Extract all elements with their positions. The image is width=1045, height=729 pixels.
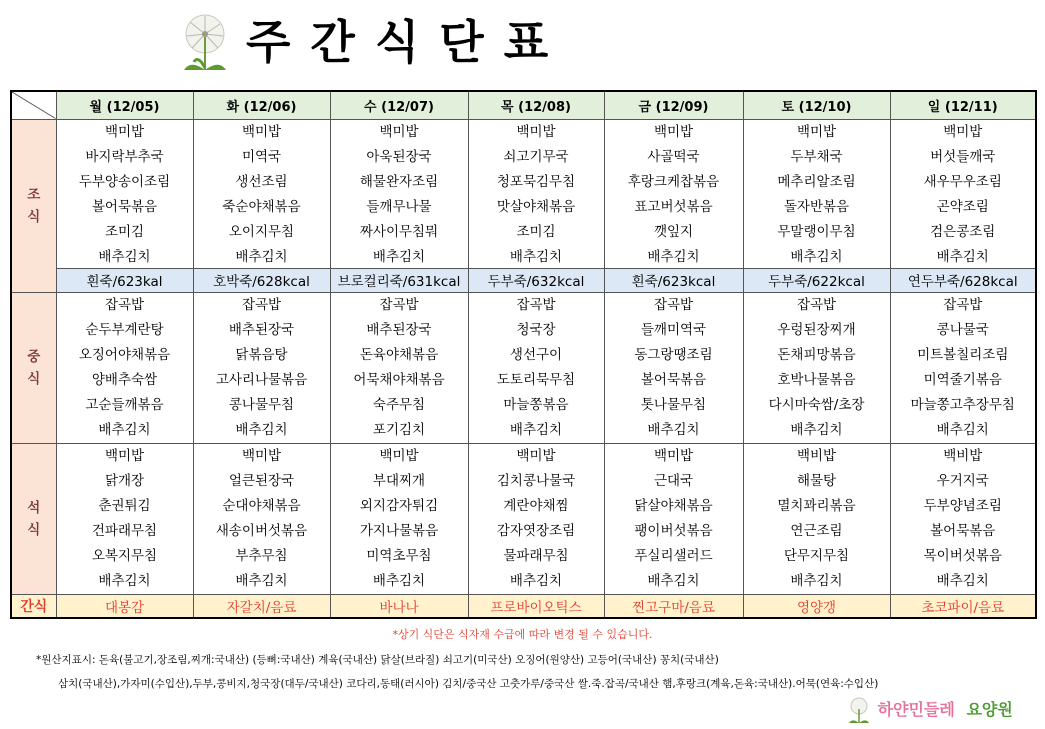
brand-logo xyxy=(848,694,1013,726)
menu-item: 배추김치 xyxy=(98,421,151,438)
menu-item: 백미밥 xyxy=(943,123,983,140)
menu-item: 생선조림 xyxy=(235,173,288,190)
menu-item: 백미밥 xyxy=(653,447,694,464)
menu-item: 백비밥 xyxy=(796,447,837,464)
dinner-row xyxy=(11,443,1036,594)
menu-item: 배추김치 xyxy=(235,248,288,265)
breakfast-cell xyxy=(890,119,1036,268)
porridge-row xyxy=(11,268,1036,292)
menu-item: 배추김치 xyxy=(936,572,989,589)
menu-item: 배추김치 xyxy=(235,421,288,438)
menu-item: 깻잎지 xyxy=(653,223,694,240)
menu-item: 맛살야채볶음 xyxy=(496,198,576,215)
menu-item: 돈육야채볶음 xyxy=(359,346,439,363)
menu-item: 잡곡밥 xyxy=(104,296,145,313)
menu-item: 백미밥 xyxy=(379,123,419,140)
menu-item: 근대국 xyxy=(653,472,694,489)
breakfast-label xyxy=(11,119,56,292)
menu-item: 새우무우조림 xyxy=(923,173,1002,190)
porridge-cell: 호박죽/628kcal xyxy=(193,268,330,292)
menu-item: 순대야채볶음 xyxy=(222,497,301,514)
menu-item: 부대찌개 xyxy=(372,472,426,489)
menu-item: 짜사이무침뭐 xyxy=(359,223,439,240)
menu-item: 부추무침 xyxy=(235,547,288,564)
menu-item: 해물탕 xyxy=(796,472,837,489)
menu-item: 미역줄기볶음 xyxy=(923,371,1002,388)
menu-item: 마늘쫑고추장무침 xyxy=(910,396,1015,413)
lunch-row xyxy=(11,292,1036,443)
menu-item: 돈채피망볶음 xyxy=(777,346,856,363)
menu-item: 볼어묵볶음 xyxy=(640,371,707,388)
menu-item: 해물완자조림 xyxy=(359,173,439,190)
snack-cell: 찐고구마/음료 xyxy=(604,594,743,618)
notice-text: *상기 식단은 식자재 수급에 따라 변경 될 수 있습니다. xyxy=(392,628,653,641)
dinner-cell xyxy=(193,443,330,594)
menu-item: 배추된장국 xyxy=(228,321,295,338)
menu-item: 곤약조림 xyxy=(936,198,989,215)
menu-item: 잡곡밥 xyxy=(516,296,556,313)
lunch-label xyxy=(11,292,56,443)
lunch-cell xyxy=(330,292,468,443)
menu-item: 포기김치 xyxy=(372,421,426,438)
menu-item: 호박나물볶음 xyxy=(777,371,856,388)
menu-item: 새송이버섯볶음 xyxy=(215,522,308,539)
porridge-cell: 두부죽/632kcal xyxy=(468,268,604,292)
menu-item: 백미밥 xyxy=(241,123,282,140)
menu-item: 순두부계란탕 xyxy=(85,321,164,338)
menu-item: 배추김치 xyxy=(372,248,426,265)
menu-item: 백미밥 xyxy=(653,123,694,140)
menu-item: 두부양념조림 xyxy=(923,497,1002,514)
menu-item: 아욱된장국 xyxy=(366,148,432,165)
menu-item: 팽이버섯볶음 xyxy=(634,522,713,539)
menu-item: 청국장 xyxy=(516,321,556,338)
snack-cell: 프로바이오틱스 xyxy=(468,594,604,618)
menu-item: 어묵채야채볶음 xyxy=(353,371,445,388)
brand-name: 하얀민들레 xyxy=(877,700,955,719)
menu-item: 물파래무침 xyxy=(503,547,569,564)
menu-item: 검은콩조림 xyxy=(930,223,996,240)
menu-item: 잡곡밥 xyxy=(379,296,419,313)
menu-item: 표고버섯볶음 xyxy=(634,198,713,215)
page-title: 주간식단표 xyxy=(246,15,569,69)
dinner-label-char: 석 xyxy=(27,499,41,516)
dinner-cell xyxy=(890,443,1036,594)
menu-item: 청포묵김무침 xyxy=(496,173,576,190)
menu-item: 배추김치 xyxy=(235,572,288,589)
menu-item: 고순들깨볶음 xyxy=(85,396,164,413)
menu-item: 백미밥 xyxy=(104,447,145,464)
menu-item: 고사리나물볶음 xyxy=(215,371,308,388)
dandelion-icon xyxy=(180,12,230,76)
breakfast-cell xyxy=(604,119,743,268)
menu-item: 단무지무침 xyxy=(783,547,850,564)
menu-item: 배추김치 xyxy=(936,421,989,438)
breakfast-cell xyxy=(743,119,890,268)
brand-subtitle: 요양원 xyxy=(966,700,1013,719)
menu-item: 연근조림 xyxy=(790,522,843,539)
breakfast-cell xyxy=(193,119,330,268)
menu-item: 배추김치 xyxy=(98,572,151,589)
menu-item: 미역국 xyxy=(241,148,282,165)
porridge-cell: 두부죽/622kcal xyxy=(743,268,890,292)
porridge-cell: 브로컬리죽/631kcal xyxy=(330,268,468,292)
menu-item: 돌자반볶음 xyxy=(783,198,850,215)
snack-cell: 바나나 xyxy=(330,594,468,618)
menu-item: 백미밥 xyxy=(379,447,419,464)
lunch-cell xyxy=(604,292,743,443)
day-header-tue: 화 (12/06) xyxy=(193,91,330,119)
lunch-label-char: 중 xyxy=(27,348,41,365)
snack-label: 간식 xyxy=(11,594,56,618)
snack-cell: 영양갱 xyxy=(743,594,890,618)
menu-item: 미트볼칠리조림 xyxy=(917,346,1009,363)
snack-cell: 자갈치/음료 xyxy=(193,594,330,618)
menu-item: 감자엿장조림 xyxy=(496,522,576,539)
day-header-fri: 금 (12/09) xyxy=(604,91,743,119)
menu-item: 죽순야채볶음 xyxy=(222,198,301,215)
day-header-sun: 일 (12/11) xyxy=(890,91,1036,119)
menu-item: 잡곡밥 xyxy=(796,296,837,313)
lunch-cell xyxy=(56,292,193,443)
menu-item: 잡곡밥 xyxy=(653,296,694,313)
menu-item: 오징어야채볶음 xyxy=(78,346,171,363)
menu-item: 백미밥 xyxy=(241,447,282,464)
porridge-cell: 흰죽/623kcal xyxy=(604,268,743,292)
breakfast-cell xyxy=(468,119,604,268)
menu-item: 배추김치 xyxy=(98,248,151,265)
menu-item: 배추김치 xyxy=(790,572,843,589)
menu-item: 배추김치 xyxy=(509,248,563,265)
menu-item: 양배추숙쌈 xyxy=(91,371,158,388)
menu-item: 콩나물무침 xyxy=(228,396,295,413)
dinner-cell xyxy=(468,443,604,594)
menu-item: 들깨무나물 xyxy=(366,198,432,215)
menu-item: 콩나물국 xyxy=(936,321,989,338)
day-header-wed: 수 (12/07) xyxy=(330,91,468,119)
menu-item: 배추김치 xyxy=(936,248,989,265)
menu-item: 조미김 xyxy=(104,223,145,240)
menu-item: 잡곡밥 xyxy=(943,296,983,313)
menu-item: 배추김치 xyxy=(647,572,700,589)
dinner-label-char: 식 xyxy=(27,521,41,538)
snack-cell: 대봉감 xyxy=(56,594,193,618)
menu-item: 배추김치 xyxy=(509,572,563,589)
menu-item: 오복지무침 xyxy=(91,547,158,564)
menu-item: 배추김치 xyxy=(647,421,700,438)
corner-cell xyxy=(11,91,56,119)
menu-item: 배추김치 xyxy=(509,421,563,438)
menu-item: 두부채국 xyxy=(790,148,843,165)
menu-item: 무말랭이무침 xyxy=(777,223,856,240)
breakfast-cell xyxy=(56,119,193,268)
menu-item: 닭볶음탕 xyxy=(235,346,288,363)
dinner-cell xyxy=(604,443,743,594)
menu-item: 톳나물무침 xyxy=(640,396,707,413)
day-header-row xyxy=(11,91,1036,119)
day-header-sat: 토 (12/10) xyxy=(743,91,890,119)
menu-item: 오이지무침 xyxy=(228,223,295,240)
menu-item: 닭살야채볶음 xyxy=(634,497,713,514)
menu-item: 건파래무침 xyxy=(91,522,158,539)
menu-item: 배추김치 xyxy=(790,248,843,265)
menu-item: 배추된장국 xyxy=(366,321,432,338)
menu-item: 배추김치 xyxy=(790,421,843,438)
dinner-cell xyxy=(743,443,890,594)
dinner-cell xyxy=(56,443,193,594)
menu-item: 버섯들깨국 xyxy=(930,148,996,165)
menu-item: 도토리묵무침 xyxy=(496,371,576,388)
menu-item: 동그랑땡조림 xyxy=(634,346,713,363)
snack-cell: 초코파이/음료 xyxy=(890,594,1036,618)
porridge-cell: 흰죽/623kal xyxy=(56,268,193,292)
dinner-cell xyxy=(330,443,468,594)
day-header-thu: 목 (12/08) xyxy=(468,91,604,119)
menu-item: 우거지국 xyxy=(936,472,989,489)
day-header-mon: 월 (12/05) xyxy=(56,91,193,119)
menu-item: 숙주무침 xyxy=(372,396,426,413)
menu-item: 백미밥 xyxy=(796,123,837,140)
menu-item: 닭개장 xyxy=(104,472,145,489)
dandelion-small-icon xyxy=(848,697,870,725)
page-header xyxy=(0,0,1045,88)
menu-item: 멸치꽈리볶음 xyxy=(777,497,856,514)
breakfast-cell xyxy=(330,119,468,268)
breakfast-label-char: 식 xyxy=(27,208,41,225)
menu-item: 춘권튀김 xyxy=(98,497,151,514)
menu-item: 백미밥 xyxy=(104,123,145,140)
menu-item: 두부양송이조림 xyxy=(78,173,171,190)
lunch-label-char: 식 xyxy=(27,370,41,387)
menu-item: 바지락부추국 xyxy=(85,148,164,165)
origin-info-line-2: 삼치(국내산),가자미(수입산),두부,콩비지,청국장(대두/국내산) 코다리,동태(러시아) 김치/중국산 고춧가루/중국산 쌀.죽.잡곡/국내산 햄,후랑크(계육,돈육:국내산).어묵(연육:수입산) xyxy=(58,678,879,690)
menu-item: 배추김치 xyxy=(647,248,700,265)
menu-item: 생선구이 xyxy=(509,346,563,363)
menu-item: 사골떡국 xyxy=(647,148,700,165)
menu-item: 백미밥 xyxy=(516,123,556,140)
porridge-cell: 연두부죽/628kcal xyxy=(890,268,1036,292)
menu-item: 김치콩나물국 xyxy=(496,472,576,489)
menu-item: 외지감자튀김 xyxy=(359,497,439,514)
lunch-cell xyxy=(743,292,890,443)
menu-item: 가지나물볶음 xyxy=(359,522,439,539)
breakfast-label-char: 조 xyxy=(27,186,41,203)
menu-item: 다시마숙쌈/초장 xyxy=(768,396,865,413)
menu-item: 후랑크케찹볶음 xyxy=(627,173,720,190)
menu-item: 볼어묵볶음 xyxy=(930,522,996,539)
menu-item: 조미김 xyxy=(516,223,556,240)
menu-item: 쇠고기무국 xyxy=(503,148,569,165)
menu-item: 들깨미역국 xyxy=(640,321,707,338)
lunch-cell xyxy=(890,292,1036,443)
menu-item: 배추김치 xyxy=(372,572,426,589)
menu-item: 마늘쫑볶음 xyxy=(503,396,569,413)
menu-item: 메추리알조림 xyxy=(777,173,856,190)
lunch-cell xyxy=(468,292,604,443)
lunch-cell xyxy=(193,292,330,443)
menu-item: 잡곡밥 xyxy=(241,296,282,313)
menu-item: 목이버섯볶음 xyxy=(923,547,1002,564)
menu-item: 우렁된장찌개 xyxy=(777,321,856,338)
menu-item: 얼큰된장국 xyxy=(228,472,295,489)
menu-item: 백비밥 xyxy=(943,447,983,464)
menu-item: 계란야채찜 xyxy=(503,497,569,514)
weekly-menu-table xyxy=(10,90,1037,619)
breakfast-row xyxy=(11,119,1036,268)
origin-info-line-1: *원산지표시: 돈육(불고기,장조림,찌개:국내산) (등뼈:국내산) 계육(국내산) 닭살(브라질) 쇠고기(미국산) 오징어(원양산) 고등어(국내산) 꽁치(국내산) xyxy=(36,654,719,666)
menu-item: 미역초무침 xyxy=(366,547,432,564)
snack-row xyxy=(11,594,1036,618)
menu-item: 볼어묵볶음 xyxy=(91,198,158,215)
menu-item: 백미밥 xyxy=(516,447,556,464)
menu-item: 푸실리샐러드 xyxy=(634,547,713,564)
dinner-label xyxy=(11,443,56,594)
